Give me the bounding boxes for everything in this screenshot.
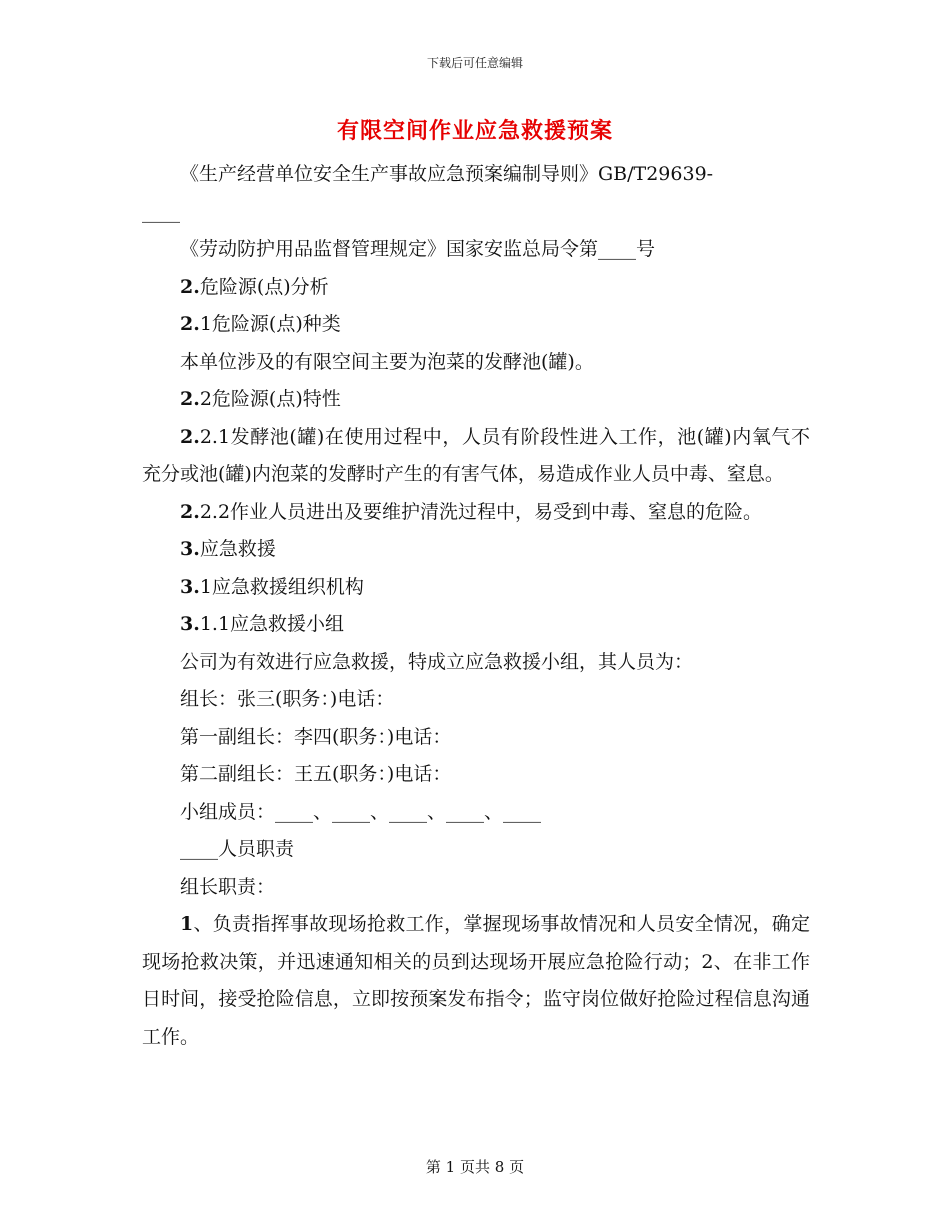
paragraph-text: 《劳动防护用品监督管理规定》国家安监总局令第____号	[180, 238, 656, 260]
paragraph	[142, 869, 810, 907]
section-heading	[142, 381, 810, 419]
paragraph	[142, 756, 810, 794]
paragraph	[142, 794, 810, 832]
section-number: 3.	[180, 538, 200, 560]
paragraph	[142, 644, 810, 682]
paragraph	[142, 419, 810, 494]
section-number: 2.	[180, 425, 200, 448]
section-number: 3.	[180, 613, 200, 635]
document-title: 有限空间作业应急救援预案	[336, 118, 613, 144]
section-heading	[142, 531, 810, 569]
paragraph	[142, 494, 810, 532]
paragraph-text: 危险源(点)分析	[199, 275, 329, 298]
section-number: 3.	[180, 575, 200, 598]
section-number: 2.	[180, 313, 200, 335]
section-heading	[142, 306, 810, 344]
paragraph-text: 公司为有效进行应急救援，特成立应急救援小组，其人员为：	[180, 650, 694, 673]
paragraph-text: 2.2作业人员进出及要维护清洗过程中，易受到中毒、窒息的危险。	[199, 500, 763, 523]
paragraph-text: 1.1应急救援小组	[199, 613, 345, 635]
paragraph-text: 本单位涉及的有限空间主要为泡菜的发酵池(罐)。	[180, 350, 594, 373]
paragraph-text: ____	[142, 200, 180, 223]
paragraph	[142, 231, 810, 269]
page-header: 下载后可任意编辑	[426, 56, 523, 70]
document-body	[142, 156, 810, 1056]
page-footer: 第 1 页共 8 页	[425, 1158, 525, 1176]
paragraph-text: 组长：张三(职务：)电话：	[180, 688, 395, 710]
paragraph-text: 1应急救援组织机构	[199, 575, 364, 598]
paragraph-text: 2.1发酵池(罐)在使用过程中，人员有阶段性进入工作，池(罐)内氧气不充分或池(罐)内泡菜的发酵时产生的有害气体，易造成作业人员中毒、窒息。	[142, 425, 810, 485]
paragraph	[142, 831, 810, 869]
paragraph-text: 2危险源(点)特性	[199, 388, 341, 410]
paragraph-text: ____人员职责	[180, 838, 295, 860]
section-number: 2.	[180, 388, 200, 410]
paragraph	[142, 156, 810, 194]
paragraph-text: 1危险源(点)种类	[199, 313, 341, 335]
paragraph-text: 小组成员：____、____、____、____、____	[180, 800, 542, 823]
section-heading	[142, 606, 810, 644]
paragraph-text: 、负责指挥事故现场抢救工作，掌握现场事故情况和人员安全情况，确定现场抢救决策，并迅速通知相关的员到达现场开展应急抢险行动；2、在非工作日时间，接受抢险信息，立即按预案发布指令；监守岗位做好抢险过程信息沟通工作。	[142, 913, 810, 1048]
paragraph	[142, 344, 810, 382]
paragraph-text: 组长职责：	[180, 875, 276, 898]
paragraph-text: 《生产经营单位安全生产事故应急预案编制导则》GB/T29639-	[180, 163, 714, 185]
section-number: 2.	[180, 275, 200, 298]
section-number: 1	[180, 913, 194, 935]
section-heading	[142, 269, 810, 307]
section-number: 2.	[180, 500, 200, 523]
section-heading	[142, 569, 810, 607]
paragraph	[142, 194, 810, 232]
paragraph-text: 应急救援	[199, 538, 276, 560]
paragraph-text: 第二副组长：王五(职务：)电话：	[180, 763, 452, 785]
paragraph	[142, 906, 810, 1056]
paragraph	[142, 681, 810, 719]
paragraph	[142, 719, 810, 757]
paragraph-text: 第一副组长：李四(职务：)电话：	[180, 725, 452, 748]
